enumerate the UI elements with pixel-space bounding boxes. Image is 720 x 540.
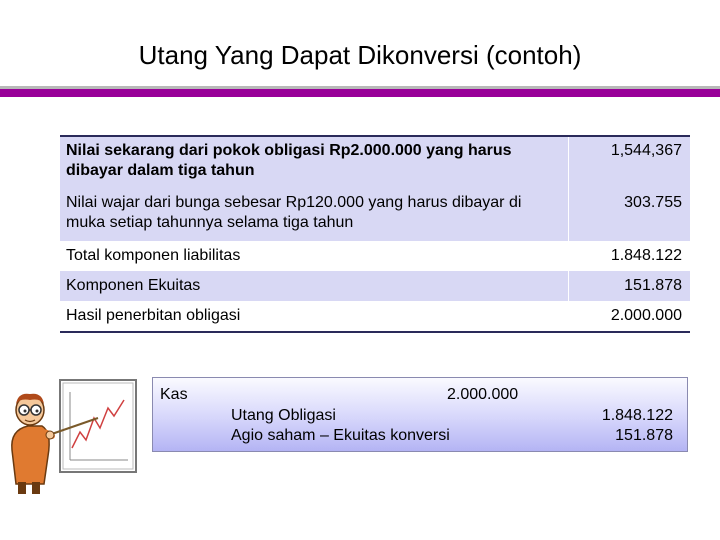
journal-credit-account-1: Utang Obligasi bbox=[231, 407, 336, 424]
row-value: 303.755 bbox=[568, 189, 690, 241]
row-label: Nilai wajar dari bunga sebesar Rp120.000 yang harus dibayar di muka setiap tahunnya selama tiga tahun bbox=[66, 194, 522, 231]
journal-credit-amount-1: 1.848.122 bbox=[601, 407, 673, 424]
journal-entry-box bbox=[152, 377, 688, 452]
table-row bbox=[60, 241, 690, 271]
row-label: Nilai sekarang dari pokok obligasi Rp2.000.000 yang harus dibayar dalam tiga tahun bbox=[66, 142, 512, 179]
table-row bbox=[60, 189, 690, 241]
journal-debit-amount: 2.000.000 bbox=[447, 386, 519, 403]
row-value: 1,544,367 bbox=[568, 137, 690, 189]
row-label: Komponen Ekuitas bbox=[66, 277, 201, 294]
page-title: Utang Yang Dapat Dikonversi (contoh) bbox=[138, 40, 582, 70]
title-divider-bar bbox=[0, 89, 720, 97]
journal-credit-account-2: Agio saham – Ekuitas konversi bbox=[231, 427, 450, 444]
table-row bbox=[60, 137, 690, 189]
journal-debit-account: Kas bbox=[160, 386, 188, 403]
row-label: Hasil penerbitan obligasi bbox=[66, 307, 241, 324]
teacher-presenting-chart-icon bbox=[0, 360, 150, 500]
journal-credit-amount-2: 151.878 bbox=[615, 427, 673, 444]
row-value: 1.848.122 bbox=[568, 241, 690, 271]
row-value: 151.878 bbox=[568, 271, 690, 301]
row-value: 2.000.000 bbox=[568, 301, 690, 331]
row-label: Total komponen liabilitas bbox=[66, 247, 241, 264]
table-row bbox=[60, 271, 690, 301]
liability-equity-table bbox=[60, 135, 690, 333]
table-row bbox=[60, 301, 690, 331]
